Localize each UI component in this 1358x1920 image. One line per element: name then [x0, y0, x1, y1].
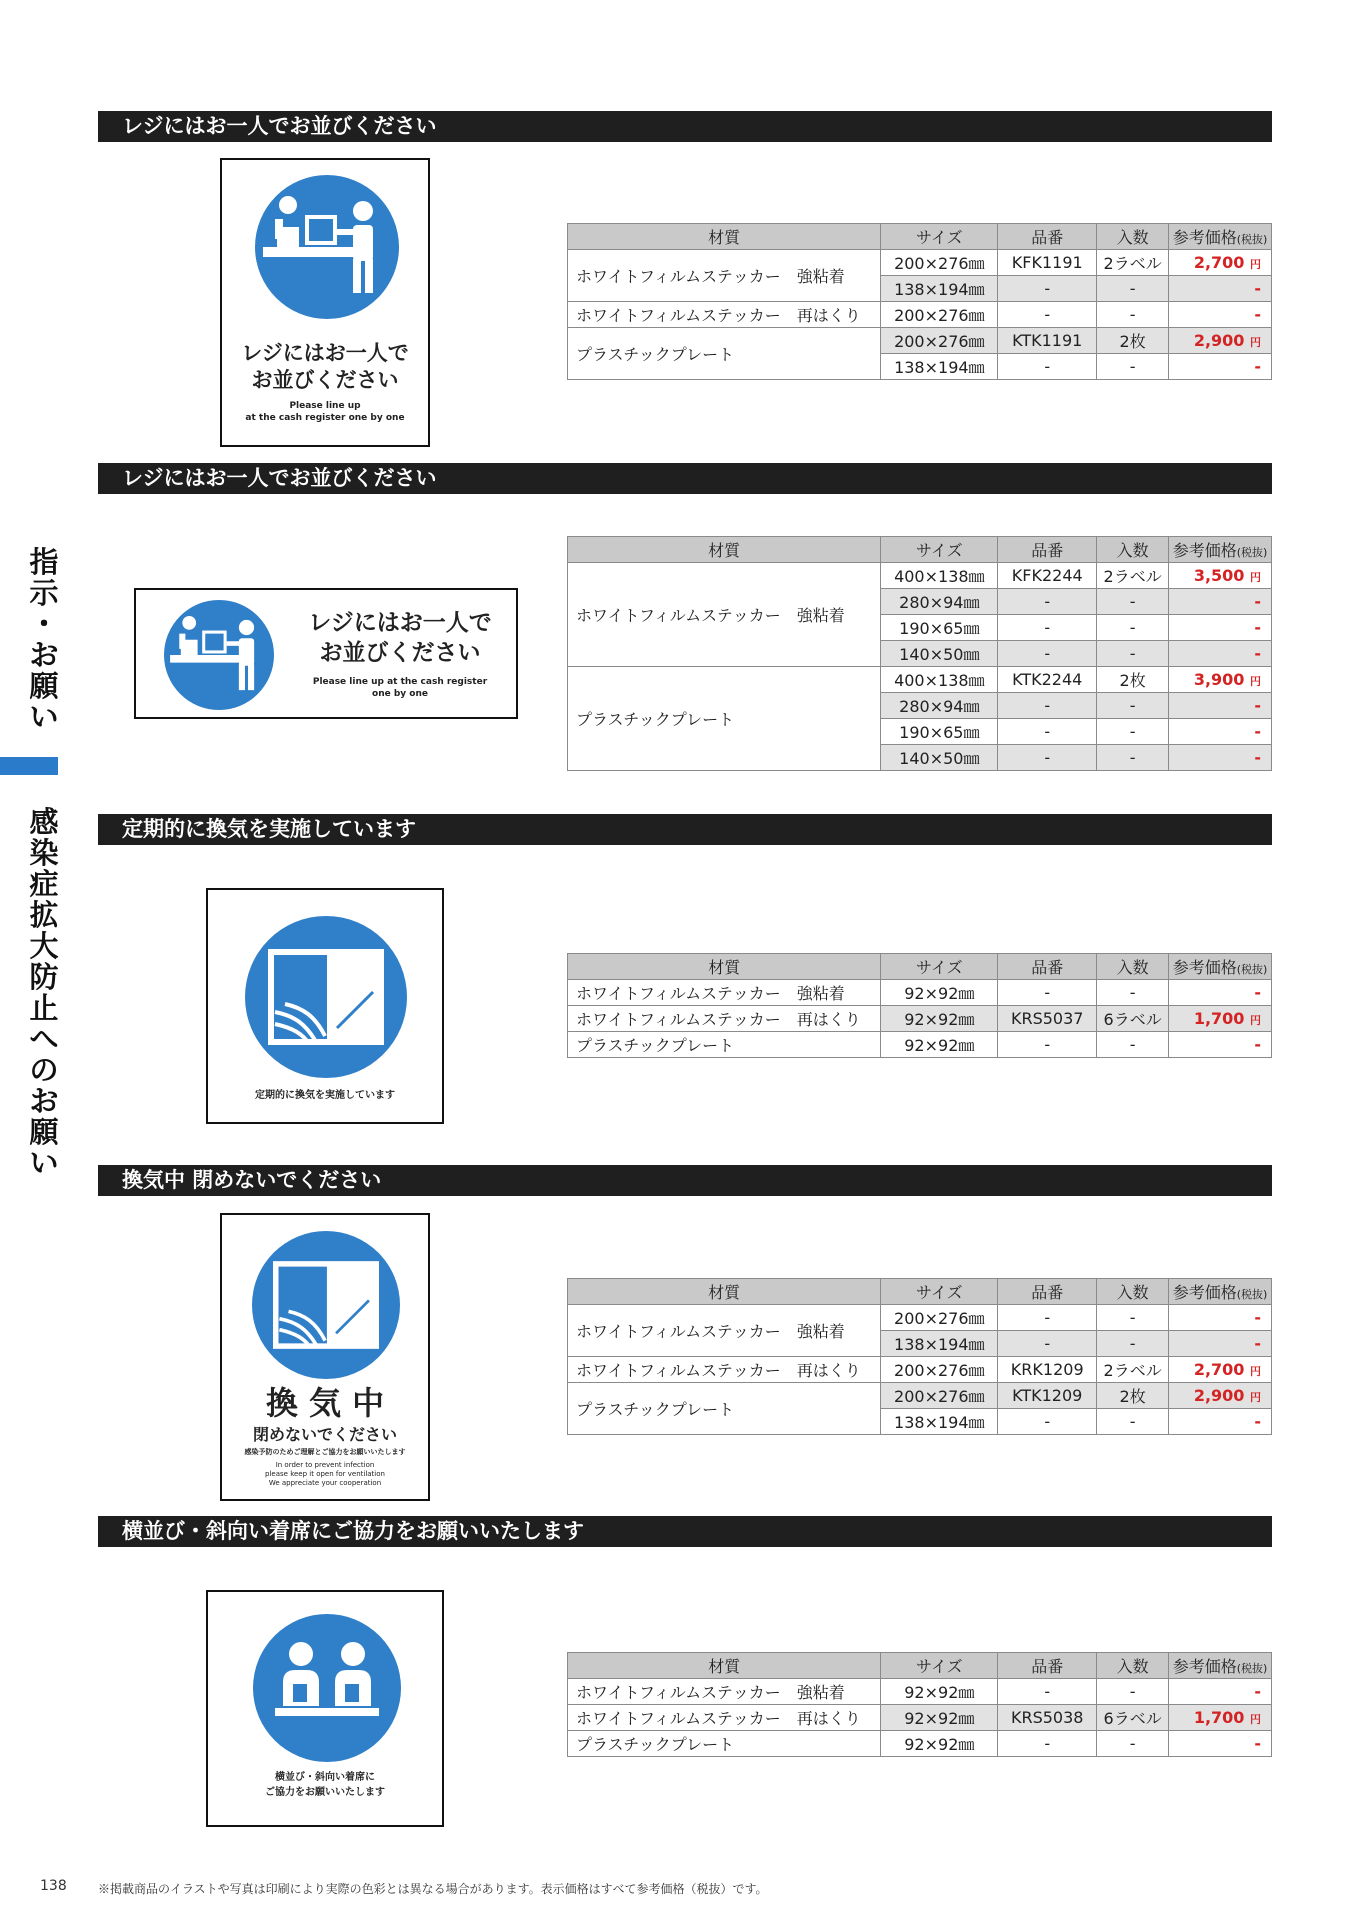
- spec-table: [567, 223, 1272, 380]
- cell-price: 2,900 円: [1169, 1383, 1272, 1409]
- side-label-char: へ: [29, 1022, 59, 1056]
- cell-price: -: [1169, 1409, 1272, 1435]
- section-header: 換気中 閉めないでください: [98, 1165, 1272, 1196]
- side-label-char: 願: [29, 669, 59, 703]
- col-size: サイズ: [881, 954, 998, 980]
- col-quantity: 入数: [1097, 1279, 1169, 1305]
- cell-material: プラスチックプレート: [568, 1383, 881, 1435]
- cell-quantity: -: [1097, 745, 1169, 771]
- cashier-pictogram-icon: [255, 175, 399, 319]
- cell-part-number: -: [998, 1032, 1097, 1058]
- cell-price: -: [1169, 1731, 1272, 1757]
- col-part-number: 品番: [998, 954, 1097, 980]
- cell-material: ホワイトフィルムステッカー 再はくり: [568, 1006, 881, 1032]
- sign-caption: 定期的に換気を実施しています: [255, 1090, 395, 1101]
- cell-quantity: 2枚: [1097, 328, 1169, 354]
- cell-quantity: -: [1097, 1331, 1169, 1357]
- table-header-row: [568, 537, 1272, 563]
- cell-material: ホワイトフィルムステッカー 再はくり: [568, 302, 881, 328]
- cell-price: -: [1169, 354, 1272, 380]
- side-by-side-seating-icon: [253, 1614, 401, 1762]
- cell-size: 200×276㎜: [881, 328, 998, 354]
- cell-part-number: KRS5038: [998, 1705, 1097, 1731]
- cell-part-number: KTK1191: [998, 328, 1097, 354]
- cell-size: 138×194㎜: [881, 276, 998, 302]
- sign-english-line2: one by one: [372, 689, 428, 699]
- side-label-top: [24, 545, 64, 734]
- cell-part-number: KFK2244: [998, 563, 1097, 589]
- cell-price: -: [1169, 719, 1272, 745]
- table-row: [568, 1305, 1272, 1331]
- cell-size: 190×65㎜: [881, 615, 998, 641]
- cell-quantity: 2枚: [1097, 667, 1169, 693]
- side-label-char: 染: [29, 836, 59, 870]
- section-header: レジにはお一人でお並びください: [98, 111, 1272, 142]
- col-quantity: 入数: [1097, 954, 1169, 980]
- cell-price: -: [1169, 693, 1272, 719]
- cell-material: プラスチックプレート: [568, 1032, 881, 1058]
- cell-size: 200×276㎜: [881, 250, 998, 276]
- cell-size: 92×92㎜: [881, 1006, 998, 1032]
- col-part-number: 品番: [998, 224, 1097, 250]
- side-label-char: い: [29, 700, 59, 734]
- col-size: サイズ: [881, 224, 998, 250]
- cell-material: ホワイトフィルムステッカー 再はくり: [568, 1705, 881, 1731]
- cell-price: -: [1169, 615, 1272, 641]
- cell-material: ホワイトフィルムステッカー 強粘着: [568, 563, 881, 667]
- cell-quantity: -: [1097, 719, 1169, 745]
- side-label-char: 防: [29, 960, 59, 994]
- table-row: [568, 1032, 1272, 1058]
- table-row: [568, 1679, 1272, 1705]
- cell-price: 2,700 円: [1169, 250, 1272, 276]
- cell-quantity: -: [1097, 1731, 1169, 1757]
- cell-price: 3,500 円: [1169, 563, 1272, 589]
- cell-part-number: -: [998, 276, 1097, 302]
- cell-size: 400×138㎜: [881, 667, 998, 693]
- cell-material: ホワイトフィルムステッカー 強粘着: [568, 1679, 881, 1705]
- cell-price: -: [1169, 641, 1272, 667]
- cell-part-number: -: [998, 1679, 1097, 1705]
- side-label-char: い: [29, 1146, 59, 1180]
- cell-material: ホワイトフィルムステッカー 強粘着: [568, 1305, 881, 1357]
- cell-quantity: -: [1097, 302, 1169, 328]
- col-quantity: 入数: [1097, 1653, 1169, 1679]
- cell-quantity: 6ラベル: [1097, 1705, 1169, 1731]
- cell-price: 1,700 円: [1169, 1705, 1272, 1731]
- col-size: サイズ: [881, 1279, 998, 1305]
- cell-size: 200×276㎜: [881, 1357, 998, 1383]
- col-material: 材質: [568, 1279, 881, 1305]
- cell-quantity: 2枚: [1097, 1383, 1169, 1409]
- cell-part-number: -: [998, 641, 1097, 667]
- cell-part-number: KTK1209: [998, 1383, 1097, 1409]
- side-label-char: 示: [29, 576, 59, 610]
- cell-quantity: -: [1097, 980, 1169, 1006]
- sign-caption-line2: ご協力をお願いいたします: [265, 1787, 385, 1798]
- cell-part-number: KRS5037: [998, 1006, 1097, 1032]
- side-label-char: の: [29, 1053, 59, 1087]
- cell-price: -: [1169, 745, 1272, 771]
- sign-english-line3: We appreciate your cooperation: [268, 1479, 382, 1487]
- cell-size: 92×92㎜: [881, 1679, 998, 1705]
- cell-size: 138×194㎜: [881, 354, 998, 380]
- cell-size: 92×92㎜: [881, 1705, 998, 1731]
- sign-english-line1: In order to prevent infection: [275, 1461, 375, 1469]
- cell-price: -: [1169, 1331, 1272, 1357]
- cell-part-number: -: [998, 1305, 1097, 1331]
- col-quantity: 入数: [1097, 537, 1169, 563]
- table-row: [568, 328, 1272, 354]
- spec-table: [567, 536, 1272, 771]
- col-part-number: 品番: [998, 1279, 1097, 1305]
- cell-part-number: -: [998, 615, 1097, 641]
- sign-caption-line1: 横並び・斜向い着席に: [275, 1772, 375, 1783]
- cell-part-number: -: [998, 719, 1097, 745]
- page-number: 138: [40, 1878, 67, 1894]
- cell-price: 1,700 円: [1169, 1006, 1272, 1032]
- sign-english-line2: please keep it open for ventilation: [265, 1470, 385, 1478]
- cell-size: 138×194㎜: [881, 1331, 998, 1357]
- table-header-row: [568, 954, 1272, 980]
- side-accent-bar: [0, 757, 58, 775]
- cell-quantity: -: [1097, 589, 1169, 615]
- cell-part-number: -: [998, 354, 1097, 380]
- cell-size: 200×276㎜: [881, 1383, 998, 1409]
- cell-price: -: [1169, 1305, 1272, 1331]
- cell-size: 138×194㎜: [881, 1409, 998, 1435]
- spec-table: [567, 1278, 1272, 1435]
- col-price: 参考価格(税抜): [1169, 537, 1272, 563]
- cell-quantity: 2ラベル: [1097, 563, 1169, 589]
- cell-price: -: [1169, 1032, 1272, 1058]
- col-price: 参考価格(税抜): [1169, 224, 1272, 250]
- sign-image: [206, 1590, 444, 1827]
- table-row: [568, 250, 1272, 276]
- cell-part-number: -: [998, 745, 1097, 771]
- cell-part-number: KFK1191: [998, 250, 1097, 276]
- footnote: ※掲載商品のイラストや写真は印刷により実際の色彩とは異なる場合があります。表示価格はすべて参考価格（税抜）です。: [98, 1882, 768, 1896]
- cell-material: プラスチックプレート: [568, 1731, 881, 1757]
- cell-quantity: -: [1097, 276, 1169, 302]
- side-label-char: 止: [29, 991, 59, 1025]
- col-quantity: 入数: [1097, 224, 1169, 250]
- cell-price: 2,700 円: [1169, 1357, 1272, 1383]
- cell-material: ホワイトフィルムステッカー 強粘着: [568, 250, 881, 302]
- cell-size: 200×276㎜: [881, 302, 998, 328]
- spec-table: [567, 1652, 1272, 1757]
- side-label-char: 願: [29, 1115, 59, 1149]
- table-header-row: [568, 224, 1272, 250]
- cell-price: -: [1169, 1679, 1272, 1705]
- cell-material: プラスチックプレート: [568, 667, 881, 771]
- cell-part-number: -: [998, 1731, 1097, 1757]
- table-row: [568, 1006, 1272, 1032]
- cell-price: 2,900 円: [1169, 328, 1272, 354]
- table-header-row: [568, 1279, 1272, 1305]
- cell-size: 92×92㎜: [881, 980, 998, 1006]
- table-row: [568, 667, 1272, 693]
- side-label-char: ・: [29, 607, 59, 641]
- table-header-row: [568, 1653, 1272, 1679]
- sign-title-line1: レジにはお一人で お並びください: [241, 341, 409, 392]
- window-ventilation-icon: [252, 1231, 400, 1379]
- cell-quantity: -: [1097, 354, 1169, 380]
- col-part-number: 品番: [998, 1653, 1097, 1679]
- cell-part-number: -: [998, 980, 1097, 1006]
- cell-price: -: [1169, 980, 1272, 1006]
- side-label-char: お: [29, 1084, 59, 1118]
- cell-size: 140×50㎜: [881, 745, 998, 771]
- side-label-char: 大: [29, 929, 59, 963]
- cell-quantity: -: [1097, 615, 1169, 641]
- col-material: 材質: [568, 537, 881, 563]
- cell-part-number: KTK2244: [998, 667, 1097, 693]
- section-header: レジにはお一人でお並びください: [98, 463, 1272, 494]
- window-ventilation-icon: [245, 916, 407, 1078]
- side-label-char: 拡: [29, 898, 59, 932]
- cell-size: 200×276㎜: [881, 1305, 998, 1331]
- table-row: [568, 1705, 1272, 1731]
- cell-quantity: 6ラベル: [1097, 1006, 1169, 1032]
- col-size: サイズ: [881, 537, 998, 563]
- col-material: 材質: [568, 954, 881, 980]
- col-part-number: 品番: [998, 537, 1097, 563]
- sign-english-line1: Please line up: [289, 401, 361, 411]
- col-size: サイズ: [881, 1653, 998, 1679]
- table-row: [568, 1357, 1272, 1383]
- section-header: 横並び・斜向い着席にご協力をお願いいたします: [98, 1516, 1272, 1547]
- cell-quantity: -: [1097, 1305, 1169, 1331]
- col-price: 参考価格(税抜): [1169, 1279, 1272, 1305]
- cell-quantity: -: [1097, 641, 1169, 667]
- cell-part-number: -: [998, 589, 1097, 615]
- cell-quantity: -: [1097, 1032, 1169, 1058]
- cell-size: 92×92㎜: [881, 1032, 998, 1058]
- cell-price: -: [1169, 276, 1272, 302]
- col-price: 参考価格(税抜): [1169, 1653, 1272, 1679]
- sign-image: [206, 888, 444, 1124]
- sign-title-line1: レジにはお一人で: [308, 610, 492, 636]
- cell-part-number: -: [998, 693, 1097, 719]
- side-label-char: 指: [29, 545, 59, 579]
- sign-english-line1: Please line up at the cash register: [312, 677, 488, 687]
- table-row: [568, 1731, 1272, 1757]
- table-row: [568, 302, 1272, 328]
- cell-quantity: 2ラベル: [1097, 250, 1169, 276]
- cell-price: 3,900 円: [1169, 667, 1272, 693]
- sign-note: 感染予防のためご理解とご協力をお願いいたします: [244, 1448, 406, 1456]
- cell-part-number: -: [998, 302, 1097, 328]
- cell-quantity: -: [1097, 693, 1169, 719]
- table-row: [568, 980, 1272, 1006]
- sign-image: [220, 158, 430, 447]
- cashier-pictogram-icon: [164, 600, 274, 710]
- sign-english-line2: at the cash register one by one: [245, 413, 405, 423]
- sign-title-line2: お並びください: [319, 640, 481, 666]
- cell-size: 140×50㎜: [881, 641, 998, 667]
- cell-quantity: -: [1097, 1679, 1169, 1705]
- cell-size: 280×94㎜: [881, 589, 998, 615]
- cell-material: ホワイトフィルムステッカー 強粘着: [568, 980, 881, 1006]
- col-material: 材質: [568, 224, 881, 250]
- col-material: 材質: [568, 1653, 881, 1679]
- side-label-char: 感: [29, 805, 59, 839]
- sign-big-title: 換 気 中: [265, 1384, 385, 1422]
- table-row: [568, 563, 1272, 589]
- side-label-bottom: [24, 805, 64, 1180]
- cell-material: ホワイトフィルムステッカー 再はくり: [568, 1357, 881, 1383]
- cell-part-number: KRK1209: [998, 1357, 1097, 1383]
- cell-quantity: 2ラベル: [1097, 1357, 1169, 1383]
- cell-material: プラスチックプレート: [568, 328, 881, 380]
- sign-image: [220, 1213, 430, 1501]
- cell-size: 190×65㎜: [881, 719, 998, 745]
- section-header: 定期的に換気を実施しています: [98, 814, 1272, 845]
- cell-quantity: -: [1097, 1409, 1169, 1435]
- side-label-char: お: [29, 638, 59, 672]
- spec-table: [567, 953, 1272, 1058]
- cell-size: 280×94㎜: [881, 693, 998, 719]
- table-row: [568, 1383, 1272, 1409]
- cell-size: 400×138㎜: [881, 563, 998, 589]
- cell-part-number: -: [998, 1331, 1097, 1357]
- cell-price: -: [1169, 589, 1272, 615]
- col-price: 参考価格(税抜): [1169, 954, 1272, 980]
- cell-price: -: [1169, 302, 1272, 328]
- cell-part-number: -: [998, 1409, 1097, 1435]
- side-label-char: 症: [29, 867, 59, 901]
- sign-subtitle: 閉めないでください: [252, 1425, 397, 1444]
- cell-size: 92×92㎜: [881, 1731, 998, 1757]
- sign-image: [134, 588, 518, 719]
